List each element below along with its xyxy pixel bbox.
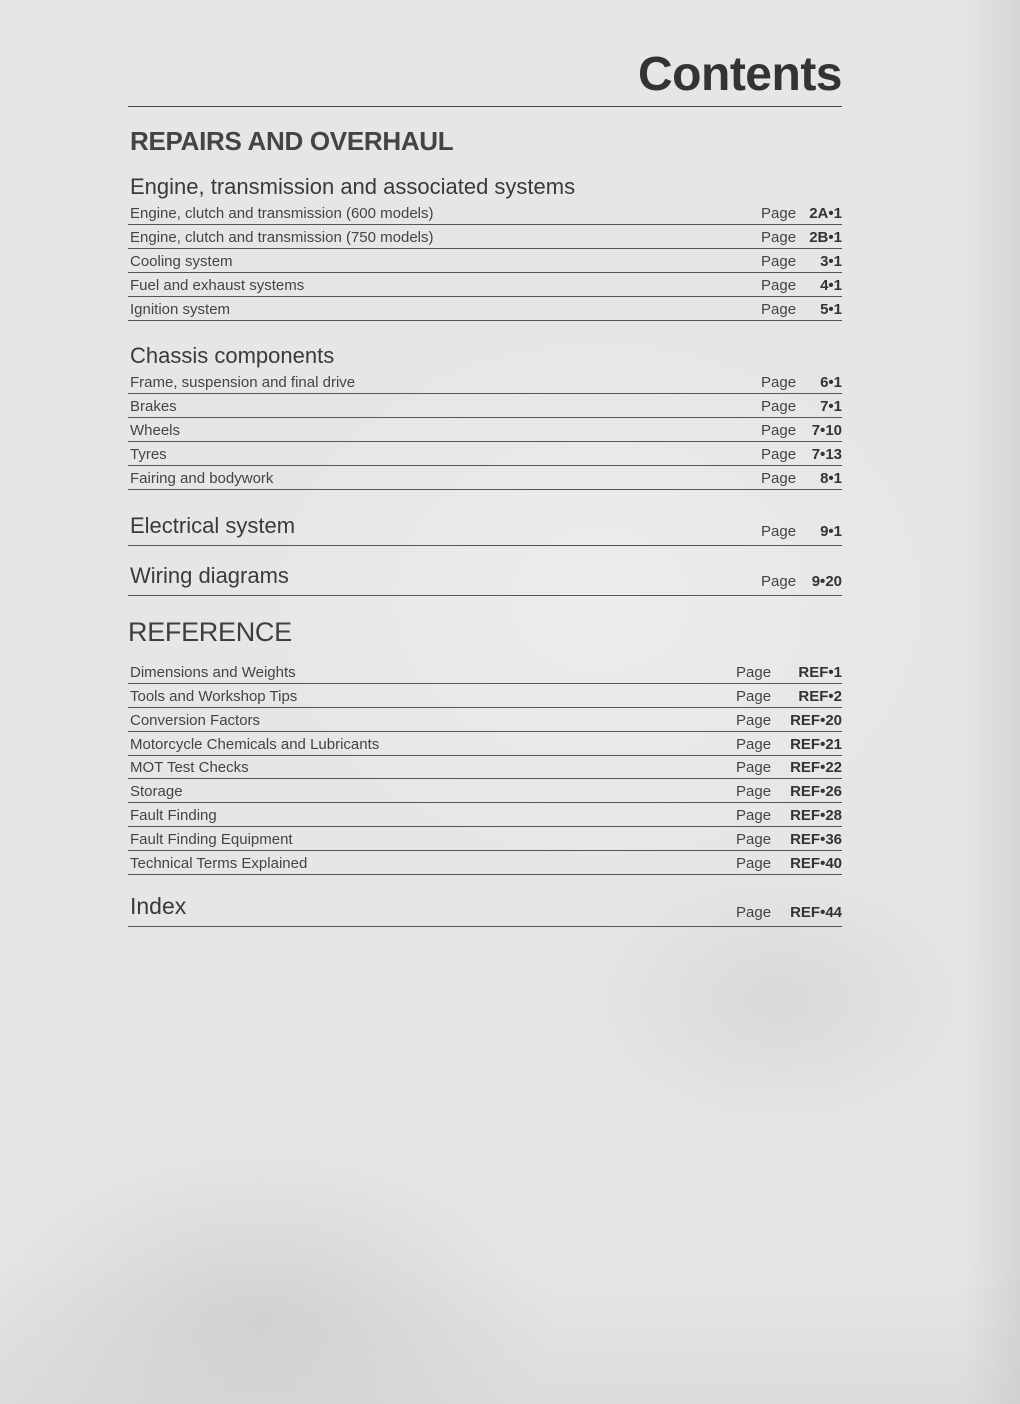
toc-row-label: Engine, clutch and transmission (600 models) bbox=[130, 205, 434, 222]
toc-row-page-number: 7•1 bbox=[820, 398, 842, 415]
toc-row-label: Ignition system bbox=[130, 301, 231, 318]
toc-row-page-number: REF•44 bbox=[790, 904, 842, 921]
toc-row-label: Fairing and bodywork bbox=[130, 470, 274, 487]
toc-row[interactable] bbox=[128, 826, 842, 851]
toc-row-page-word: Page bbox=[761, 301, 797, 318]
toc-row-page-number: 7•10 bbox=[811, 422, 842, 439]
toc-row-page-number: 5•1 bbox=[820, 301, 842, 318]
toc-row[interactable] bbox=[128, 465, 842, 490]
toc-row-page-word: Page bbox=[761, 253, 797, 270]
toc-row[interactable] bbox=[128, 659, 842, 684]
toc-row[interactable] bbox=[128, 272, 842, 297]
toc-row-page-word: Page bbox=[736, 712, 772, 729]
toc-row[interactable] bbox=[128, 754, 842, 779]
toc-row-label: Cooling system bbox=[130, 253, 233, 270]
toc-row-page-number: 4•1 bbox=[820, 277, 842, 294]
scan-bottom-shadow bbox=[0, 1264, 1020, 1404]
toc-row[interactable] bbox=[128, 731, 842, 756]
toc-row-page-number: REF•22 bbox=[790, 759, 842, 776]
toc-row-label: Engine, clutch and transmission (750 models) bbox=[130, 229, 434, 246]
toc-row-page-word: Page bbox=[736, 759, 772, 776]
toc-row-page-number: 7•13 bbox=[811, 446, 842, 463]
toc-row-page-word: Page bbox=[736, 855, 772, 872]
toc-row[interactable] bbox=[128, 369, 842, 394]
toc-row-page-number: 2A•1 bbox=[809, 205, 842, 222]
toc-row-label: Electrical system bbox=[130, 513, 296, 538]
toc-row-page-number: REF•2 bbox=[798, 688, 842, 705]
toc-row-label: Conversion Factors bbox=[130, 712, 261, 729]
toc-row-page-word: Page bbox=[761, 573, 797, 590]
toc-row-page-number: 9•20 bbox=[811, 573, 842, 590]
toc-row-page-number: 2B•1 bbox=[809, 229, 842, 246]
toc-row-page-word: Page bbox=[761, 523, 797, 540]
toc-row-label: Technical Terms Explained bbox=[130, 855, 308, 872]
toc-row-label: Fault Finding bbox=[130, 807, 217, 824]
toc-row[interactable] bbox=[128, 224, 842, 249]
toc-row-label: Tools and Workshop Tips bbox=[130, 688, 298, 705]
toc-row[interactable] bbox=[128, 778, 842, 803]
toc-row[interactable] bbox=[128, 850, 842, 875]
toc-row-page-number: REF•40 bbox=[790, 855, 842, 872]
toc-row-electrical[interactable] bbox=[128, 500, 842, 546]
toc-row-page-word: Page bbox=[761, 374, 797, 391]
toc-row-page-word: Page bbox=[761, 422, 797, 439]
toc-row-label: Wiring diagrams bbox=[130, 563, 289, 588]
toc-row[interactable] bbox=[128, 417, 842, 442]
toc-row-label: Fault Finding Equipment bbox=[130, 831, 293, 848]
toc-row-page-word: Page bbox=[736, 904, 772, 921]
toc-row[interactable] bbox=[128, 441, 842, 466]
toc-row-page-number: REF•28 bbox=[790, 807, 842, 824]
toc-row-page-word: Page bbox=[736, 736, 772, 753]
toc-row-page-number: REF•1 bbox=[798, 664, 842, 681]
reference-heading: REFERENCE bbox=[128, 617, 292, 647]
toc-row-page-word: Page bbox=[761, 229, 797, 246]
section-heading-engine: Engine, transmission and associated systems bbox=[130, 174, 576, 199]
toc-row-page-word: Page bbox=[761, 446, 797, 463]
toc-row-page-word: Page bbox=[736, 807, 772, 824]
toc-row-page-number: REF•26 bbox=[790, 783, 842, 800]
toc-row[interactable] bbox=[128, 200, 842, 225]
toc-row[interactable] bbox=[128, 296, 842, 321]
toc-row-page-word: Page bbox=[761, 205, 797, 222]
toc-row-label: Tyres bbox=[130, 446, 167, 463]
part-heading: REPAIRS AND OVERHAUL bbox=[130, 126, 454, 156]
toc-row-page-word: Page bbox=[761, 398, 797, 415]
toc-row-page-word: Page bbox=[736, 783, 772, 800]
toc-row-page-word: Page bbox=[736, 831, 772, 848]
toc-row-page-word: Page bbox=[736, 664, 772, 681]
toc-row-label: MOT Test Checks bbox=[130, 759, 249, 776]
toc-row-page-number: REF•21 bbox=[790, 736, 842, 753]
toc-row-page-word: Page bbox=[736, 688, 772, 705]
toc-row-label: Motorcycle Chemicals and Lubricants bbox=[130, 736, 380, 753]
toc-row-page-number: 9•1 bbox=[820, 523, 842, 540]
toc-row[interactable] bbox=[128, 248, 842, 273]
scan-edge-shadow bbox=[964, 0, 1020, 1404]
toc-row[interactable] bbox=[128, 683, 842, 708]
toc-row-label: Storage bbox=[130, 783, 183, 800]
toc-row-label: Fuel and exhaust systems bbox=[130, 277, 305, 294]
toc-row-index[interactable] bbox=[128, 884, 842, 927]
toc-row-page-number: REF•20 bbox=[790, 712, 842, 729]
toc-row-label: Frame, suspension and final drive bbox=[130, 374, 356, 391]
toc-row-page-number: 6•1 bbox=[820, 374, 842, 391]
toc-row-page-number: 3•1 bbox=[820, 253, 842, 270]
toc-row-label: Dimensions and Weights bbox=[130, 664, 296, 681]
toc-row[interactable] bbox=[128, 393, 842, 418]
toc-row-label: Wheels bbox=[130, 422, 181, 439]
toc-row[interactable] bbox=[128, 802, 842, 827]
toc-row-page-word: Page bbox=[761, 470, 797, 487]
title-rule bbox=[128, 106, 842, 107]
toc-row-label: Index bbox=[130, 893, 187, 919]
toc-row-page-number: 8•1 bbox=[820, 470, 842, 487]
page-title: Contents bbox=[638, 48, 842, 101]
toc-row-wiring[interactable] bbox=[128, 550, 842, 596]
toc-row-label: Brakes bbox=[130, 398, 177, 415]
toc-row-page-word: Page bbox=[761, 277, 797, 294]
toc-row-page-number: REF•36 bbox=[790, 831, 842, 848]
toc-row[interactable] bbox=[128, 707, 842, 732]
section-heading-chassis: Chassis components bbox=[130, 343, 335, 368]
